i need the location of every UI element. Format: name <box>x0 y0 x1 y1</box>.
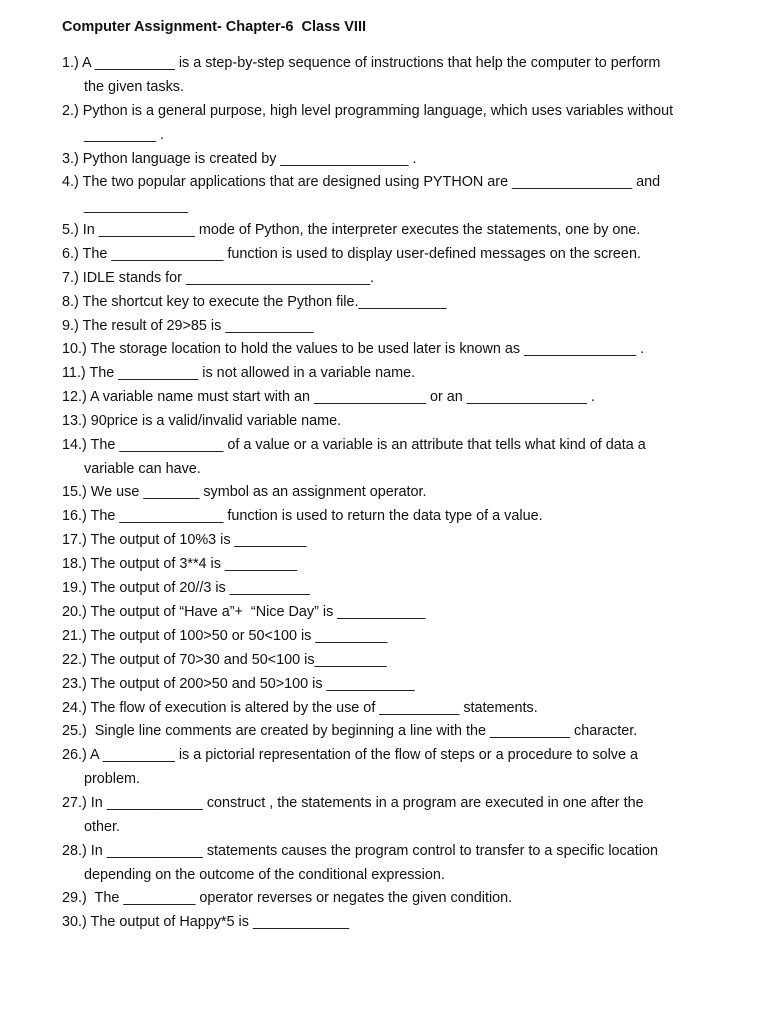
question-continuation: depending on the outcome of the conditional expression. <box>84 866 445 883</box>
question-text: 27.) In ____________ construct , the statements in a program are executed in one after the <box>62 795 644 811</box>
question-text: 3.) Python language is created by ________________ . <box>62 151 417 167</box>
question-text: 18.) The output of 3**4 is _________ <box>62 556 297 572</box>
question-item <box>62 148 752 172</box>
question-text: 24.) The flow of execution is altered by the use of __________ statements. <box>62 700 538 716</box>
question-text: 7.) IDLE stands for _______________________. <box>62 270 375 286</box>
question-item <box>62 267 752 291</box>
question-text: 10.) The storage location to hold the values to be used later is known as ______________ . <box>62 341 645 357</box>
question-text: 17.) The output of 10%3 is _________ <box>62 532 307 548</box>
question-item <box>62 505 752 529</box>
question-item <box>62 911 752 935</box>
question-text: 19.) The output of 20//3 is __________ <box>62 580 310 596</box>
question-item <box>62 792 752 840</box>
question-text: 11.) The __________ is not allowed in a variable name. <box>62 365 416 381</box>
question-item <box>62 649 752 673</box>
question-item <box>62 744 752 792</box>
question-text: 25.) Single line comments are created by beginning a line with the __________ character. <box>62 723 638 739</box>
question-text: 20.) The output of “Have a”+ “Nice Day” is ___________ <box>62 604 426 620</box>
question-continuation: variable can have. <box>84 460 201 477</box>
question-text: 2.) Python is a general purpose, high level programming language, which uses variables without <box>62 103 674 119</box>
question-item <box>62 601 752 625</box>
question-item <box>62 52 752 100</box>
question-text: 1.) A __________ is a step-by-step sequence of instructions that help the computer to perform <box>62 55 661 71</box>
question-text: 14.) The _____________ of a value or a variable is an attribute that tells what kind of data a <box>62 437 646 453</box>
question-item <box>62 171 752 219</box>
question-text: 21.) The output of 100>50 or 50<100 is _________ <box>62 628 388 644</box>
question-text: 4.) The two popular applications that are designed using PYTHON are _______________ and <box>62 174 661 190</box>
question-item <box>62 100 752 148</box>
question-item <box>62 481 752 505</box>
question-text: 15.) We use _______ symbol as an assignment operator. <box>62 484 427 500</box>
question-item <box>62 529 752 553</box>
question-text: 6.) The ______________ function is used to display user-defined messages on the screen. <box>62 246 641 262</box>
question-item <box>62 720 752 744</box>
question-text: 5.) In ____________ mode of Python, the interpreter executes the statements, one by one. <box>62 222 641 238</box>
question-text: 13.) 90price is a valid/invalid variable name. <box>62 413 342 429</box>
question-continuation: other. <box>84 818 121 835</box>
question-item <box>62 243 752 267</box>
page-title: Computer Assignment- Chapter-6 Class VIII <box>62 19 367 35</box>
question-item <box>62 577 752 601</box>
question-item <box>62 434 752 482</box>
question-item <box>62 291 752 315</box>
question-item <box>62 625 752 649</box>
question-text: 28.) In ____________ statements causes the program control to transfer to a specific location <box>62 843 658 859</box>
question-item <box>62 673 752 697</box>
question-continuation: problem. <box>84 770 140 787</box>
question-item <box>62 315 752 339</box>
question-item <box>62 887 752 911</box>
question-item <box>62 553 752 577</box>
question-text: 29.) The _________ operator reverses or negates the given condition. <box>62 890 513 906</box>
question-text: 23.) The output of 200>50 and 50>100 is ___________ <box>62 676 415 692</box>
question-text: 22.) The output of 70>30 and 50<100 is_________ <box>62 652 387 668</box>
question-continuation: _________ . <box>84 126 165 143</box>
question-text: 12.) A variable name must start with an ______________ or an _______________ . <box>62 389 595 405</box>
question-item <box>62 697 752 721</box>
question-item <box>62 840 752 888</box>
question-item <box>62 338 752 362</box>
question-text: 26.) A _________ is a pictorial representation of the flow of steps or a procedure to solve a <box>62 747 638 763</box>
question-item <box>62 410 752 434</box>
question-text: 16.) The _____________ function is used to return the data type of a value. <box>62 508 543 524</box>
question-text: 9.) The result of 29>85 is ___________ <box>62 318 314 334</box>
question-continuation: the given tasks. <box>84 78 184 95</box>
question-continuation: _____________ <box>84 197 189 214</box>
question-item <box>62 386 752 410</box>
question-text: 8.) The shortcut key to execute the Python file.___________ <box>62 294 447 310</box>
question-item <box>62 362 752 386</box>
question-text: 30.) The output of Happy*5 is ____________ <box>62 914 349 930</box>
question-item <box>62 219 752 243</box>
